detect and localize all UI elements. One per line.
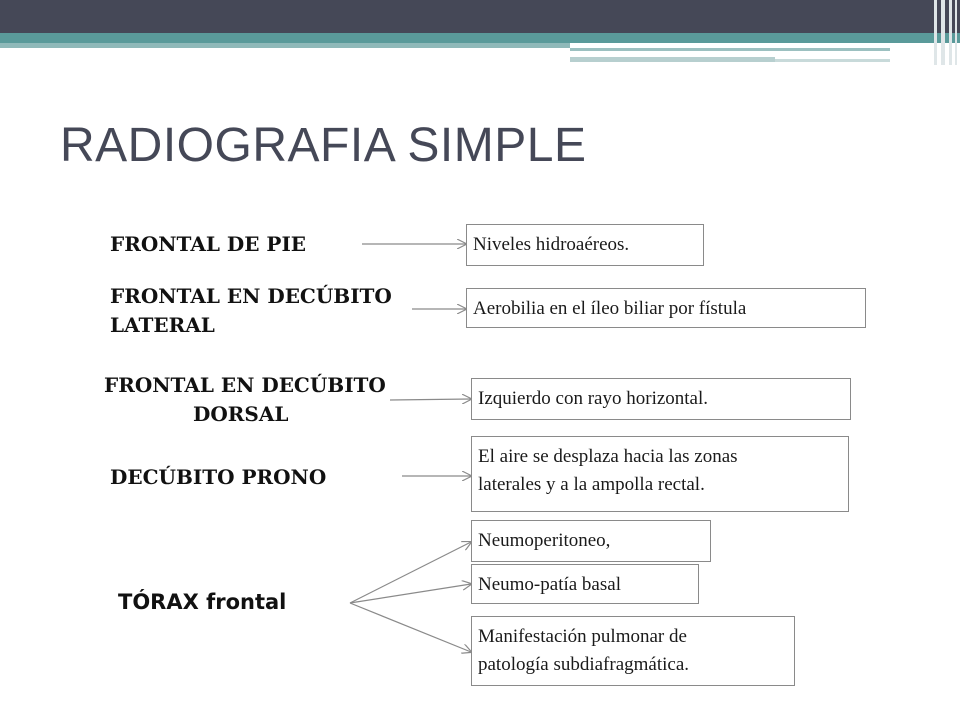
- finding-box: Manifestación pulmonar de patología subdiafragmática.: [471, 616, 795, 686]
- slide-title: RADIOGRAFIA SIMPLE: [60, 119, 587, 172]
- arrow-row3: [390, 399, 471, 400]
- finding-box: El aire se desplaza hacia las zonas laterales y a la ampolla rectal.: [471, 436, 849, 512]
- label-frontal-decubito-lateral-line2: LATERAL: [110, 313, 215, 337]
- label-frontal-decubito-dorsal-line2: DORSAL: [193, 402, 289, 426]
- finding-box: Neumo-patía basal: [471, 564, 699, 604]
- label-decubito-prono: DECÚBITO PRONO: [110, 465, 327, 489]
- arrow-torax-3: [350, 603, 471, 652]
- finding-box: Aerobilia en el íleo biliar por fístula: [466, 288, 866, 328]
- finding-box: Niveles hidroaéreos.: [466, 224, 704, 266]
- finding-box: Neumoperitoneo,: [471, 520, 711, 562]
- label-frontal-decubito-lateral-line1: FRONTAL EN DECÚBITO: [110, 284, 392, 308]
- label-torax-frontal: TÓRAX frontal: [118, 590, 287, 614]
- label-frontal-decubito-dorsal-line1: FRONTAL EN DECÚBITO: [104, 373, 386, 397]
- finding-box: Izquierdo con rayo horizontal.: [471, 378, 851, 420]
- label-frontal-de-pie: FRONTAL DE PIE: [110, 232, 307, 256]
